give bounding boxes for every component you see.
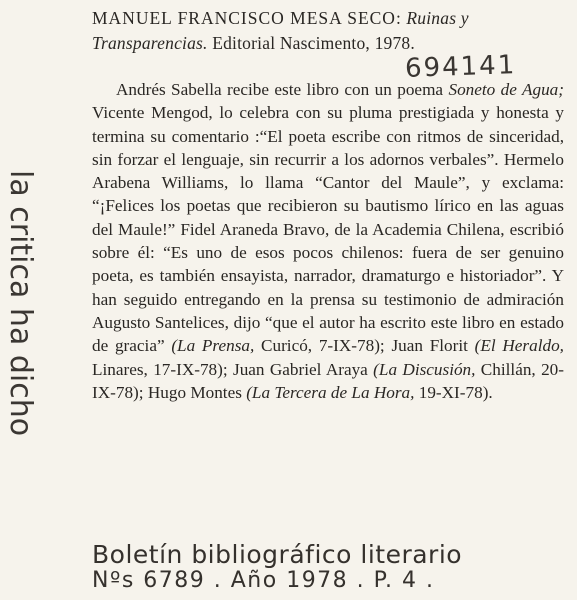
publisher-info: Editorial Nascimento, 1978. (212, 33, 415, 53)
author-name: MANUEL FRANCISCO MESA SECO: (92, 8, 402, 28)
source-el-heraldo: (El Heraldo, (474, 336, 564, 356)
source-la-prensa: (La Prensa, (171, 336, 255, 356)
source-la-discusion: (La Discusión, (373, 359, 476, 379)
book-title: Ruinas y Transparencias. (92, 8, 469, 53)
body-segment: Linares, 17-IX-78); Juan Gabriel Araya (92, 359, 374, 379)
handwritten-issue-line: Nºs 6789 . Año 1978 . P. 4 . (92, 568, 435, 593)
source-la-tercera: (La Tercera de La Hora, (246, 382, 415, 402)
handwritten-source-line: Boletín bibliográfico literario (92, 540, 463, 569)
handwritten-side-note (3, 170, 78, 437)
handwritten-catalog-number: 694141 (404, 50, 517, 84)
side-note-text: la critica ha dicho (3, 170, 38, 437)
entry-heading (92, 6, 562, 56)
body-segment: Curicó, 7-IX-78); Juan Florit (254, 336, 475, 356)
review-body (92, 78, 564, 404)
poem-title: Soneto de Agua; (448, 80, 564, 99)
body-segment: Andrés Sabella recibe este libro con un poema (116, 80, 449, 99)
body-segment: 19-XI-78). (414, 382, 493, 402)
body-segment: Chillán, 20-IX-78); Hugo Montes (92, 359, 564, 402)
body-segment: Vicente Mengod, lo celebra con su pluma prestigiada y honesta y termina su comentario :“El poeta escribe con ritmos de sinceridad, sin forzar el lenguaje, sin recurrir a los adornos verbales”. Hermelo Arabena Williams, lo llama “Cantor del Maule”, y exclama: “¡Felices los poetas que recibieron su bautismo lírico en las aguas del Maule!” Fidel Araneda Bravo, de la Academia Chilena, escribió sobre él: “Es uno de esos pocos chilenos: fuera de ser genuino poeta, es también ensayista, narrador, dramaturgo e historiador”. Y han seguido entregando en la prensa su testimonio de admiración Augusto Santelices, dijo “que el autor ha escrito este libro en estado de gracia” (92, 103, 564, 356)
